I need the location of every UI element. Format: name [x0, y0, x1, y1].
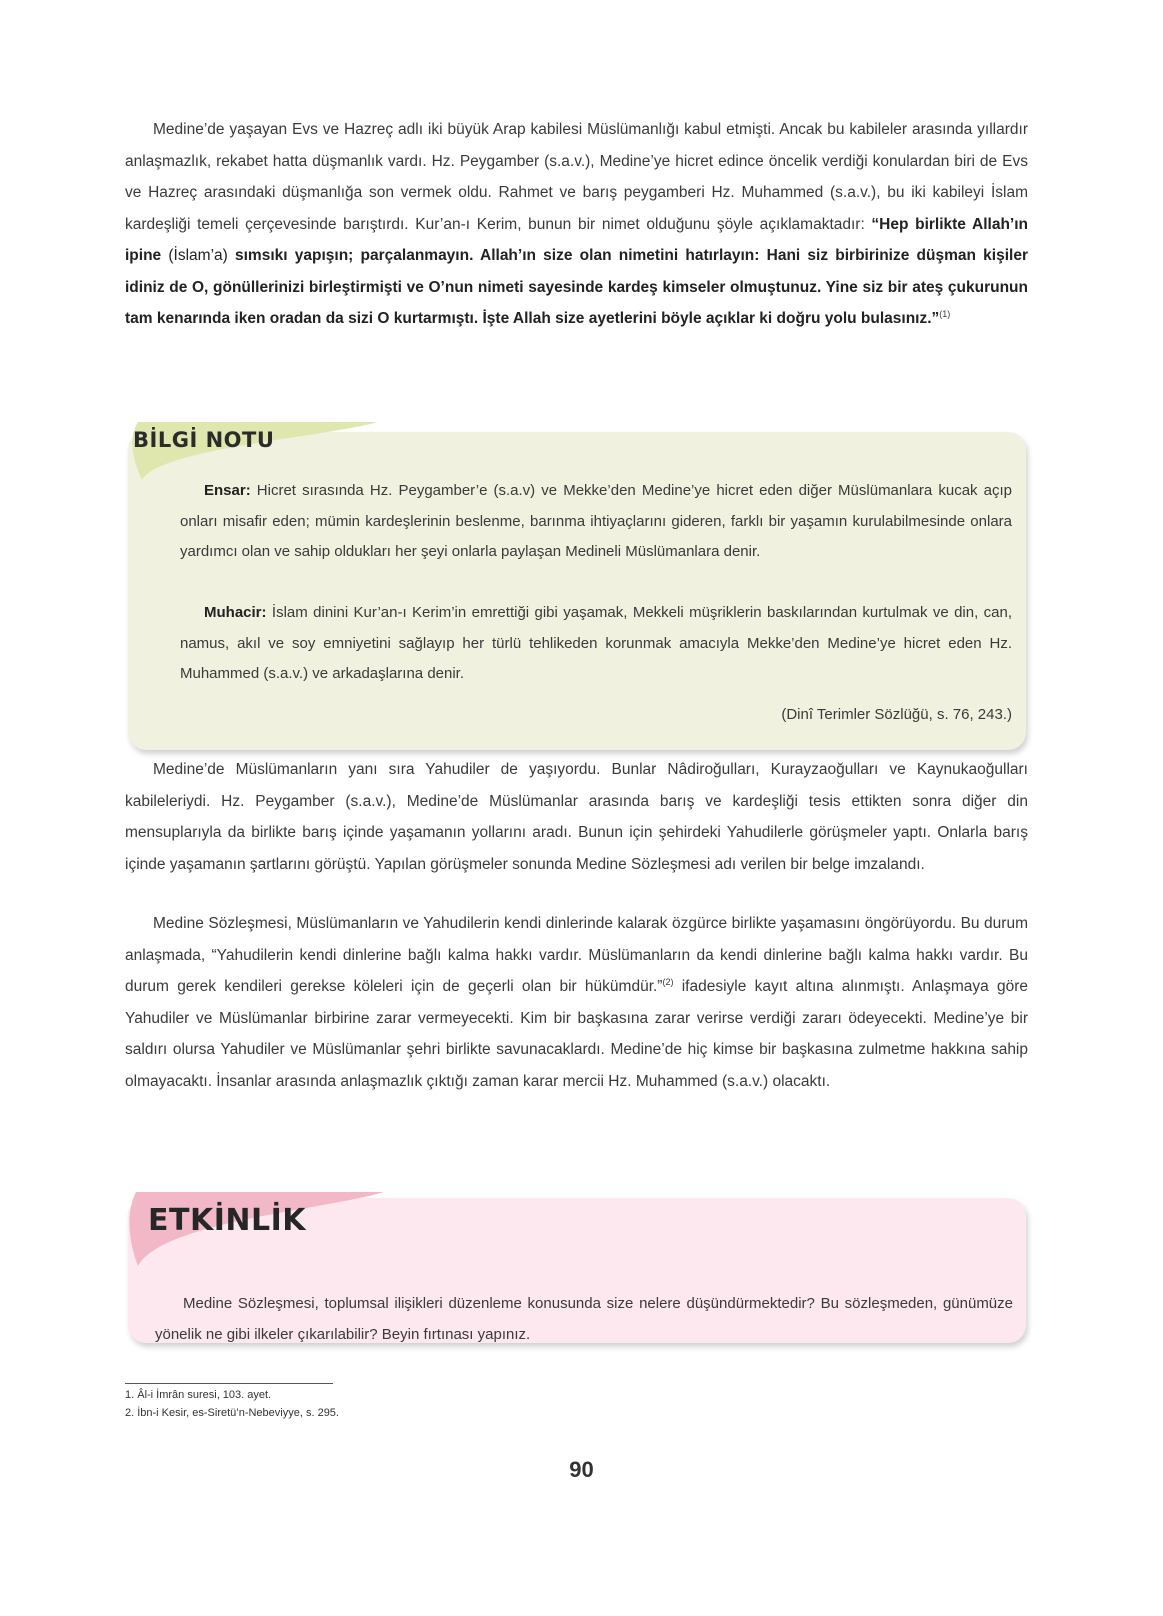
quote-parenthetical: (İslam’a) [168, 247, 228, 264]
footnote-ref-2: (2) [662, 976, 674, 987]
definition-muhacir: İslam dinini Kur’an-ı Kerim’in emrettiği gibi yaşamak, Mekkeli müşriklerin baskılarından kurtulmak ve din, can, namus, akıl ve soy emniyetini sağlayıp her türlü tehlikeden korunmak amacıyla Mekke’den Medine’ye hicret eden Hz. Muhammed (s.a.v.) ve arkadaşlarına denir. [180, 604, 1012, 682]
footnote-ref-1: (1) [939, 308, 951, 319]
quran-quote: “Hep birlikte Allah’ın ipine (İslam’a) sımsıkı yapışın; parçalanmayın. Allah’ın size olan nimetini hatırlayın: Hani siz birbirinize düşman kişiler idiniz de O, gönüllerinizi birleştirmişti ve O’nun nimeti sayesinde kardeş kimseler olmuştunuz. Yine siz bir ateş çukurunun tam kenarında iken oradan da sizi O kurtarmıştı. İşte Allah size ayetlerini böyle açıklar ki doğru yolu bulasınız.” [125, 215, 1028, 327]
paragraph-yahudiler: Medine’de Müslümanların yanı sıra Yahudiler de yaşıyordu. Bunlar Nâdiroğulları, Kurayzaoğulları ve Kaynukaoğulları kabileleriydi. Hz. Peygamber (s.a.v.), Medine’de Müslümanlar arasında barış ve kardeşliği tesis ettikten sonra diğer din mensuplarıyla da birlikte barış içinde yaşamanın yollarını aradı. Bunun için şehirdeki Yahudilerle görüşmeler yaptı. Onlarla barış içinde yaşamanın şartlarını görüştü. Yapılan görüşmeler sonunda Medine Sözleşmesi adı verilen bir belge imzalandı. [125, 761, 1028, 873]
footnote-2: 2. İbn-i Kesir, es-Siretü’n-Nebeviyye, s. 295. [125, 1407, 339, 1419]
page-number: 90 [569, 1457, 594, 1482]
note-ensar [180, 476, 1012, 568]
term-muhacir: Muhacir: [204, 604, 267, 621]
info-note-title: BİLGİ NOTU [133, 428, 275, 452]
activity-text: Medine Sözleşmesi, toplumsal ilişikleri düzenleme konusunda size nelere düşündürmektedir? Bu sözleşmeden, günümüze yönelik ne gibi ilkeler çıkarılabilir? Beyin fırtınası yapınız. [155, 1295, 1013, 1343]
term-ensar: Ensar: [204, 482, 251, 499]
note-muhacir [180, 598, 1012, 690]
footnote-divider [125, 1383, 333, 1384]
paragraph-medine-sozlesmesi: Medine Sözleşmesi, Müslümanların ve Yahudilerin kendi dinlerinde kalarak özgürce birlikte yaşamasını öngörüyordu. Bu durum anlaşmada, “Yahudilerin kendi dinlerine bağlı kalma hakkı vardır. Müslümanların da kendi dinlerine bağlı kalma hakkı vardır. Bu durum gerek kendileri gerekse köleleri için de geçerli olan bir hükümdür.”$^{(2)}$ ifadesiyle kayıt altına alınmıştı. Anlaşmaya göre Yahudiler ve Müslümanlar birbirine zarar vermeyecekti. Kim bir başkasına zarar verirse verdiği zararı ödeyecekti. Medine’ye bir saldırı olursa Yahudiler ve Müslümanlar şehri birlikte savunacaklardı. Medine’de hiç kimse bir başkasına zulmetme hakkına sahip olmayacaktı. İnsanlar arasında anlaşmazlık çıktığı zaman karar mercii Hz. Muhammed (s.a.v.) olacaktı. [125, 915, 1029, 1090]
paragraph-text: Medine’de yaşayan Evs ve Hazreç adlı iki büyük Arap kabilesi Müslümanlığı kabul etmişti. Ancak bu kabileler arasında yıllardır anlaşmazlık, rekabet hatta düşmanlık vardı. Hz. Peygamber (s.a.v.), Medine’ye hicret edince öncelik verdiği konulardan biri de Evs ve Hazreç arasındaki düşmanlığa son vermek oldu. Rahmet ve barış peygamberi Hz. Muhammed (s.a.v.), bu iki kabileyi İslam kardeşliği temeli çerçevesinde barıştırdı. Kur’an-ı Kerim, bunun bir nimet olduğunu şöyle açıklamaktadır: [125, 121, 1028, 233]
paragraph-evs-hazrec [125, 114, 1028, 335]
footnote-1: 1. Âl-i İmrân suresi, 103. ayet. [125, 1389, 272, 1401]
definition-ensar: Hicret sırasında Hz. Peygamber’e (s.a.v) ve Mekke’den Medine’ye hicret eden diğer Müslümanlara kucak açıp onları misafir eden; mümin kardeşlerinin beslenme, barınma ihtiyaçlarını gideren, farklı bir yaşamın kurulabilmesinde onlara yardımcı olan ve sahip oldukları her şeyi onlarla paylaşan Medineli Müslümanlara denir. [180, 482, 1012, 560]
activity-title: ETKİNLİK [148, 1203, 306, 1238]
note-source: (Dinî Terimler Sözlüğü, s. 76, 243.) [781, 706, 1012, 723]
